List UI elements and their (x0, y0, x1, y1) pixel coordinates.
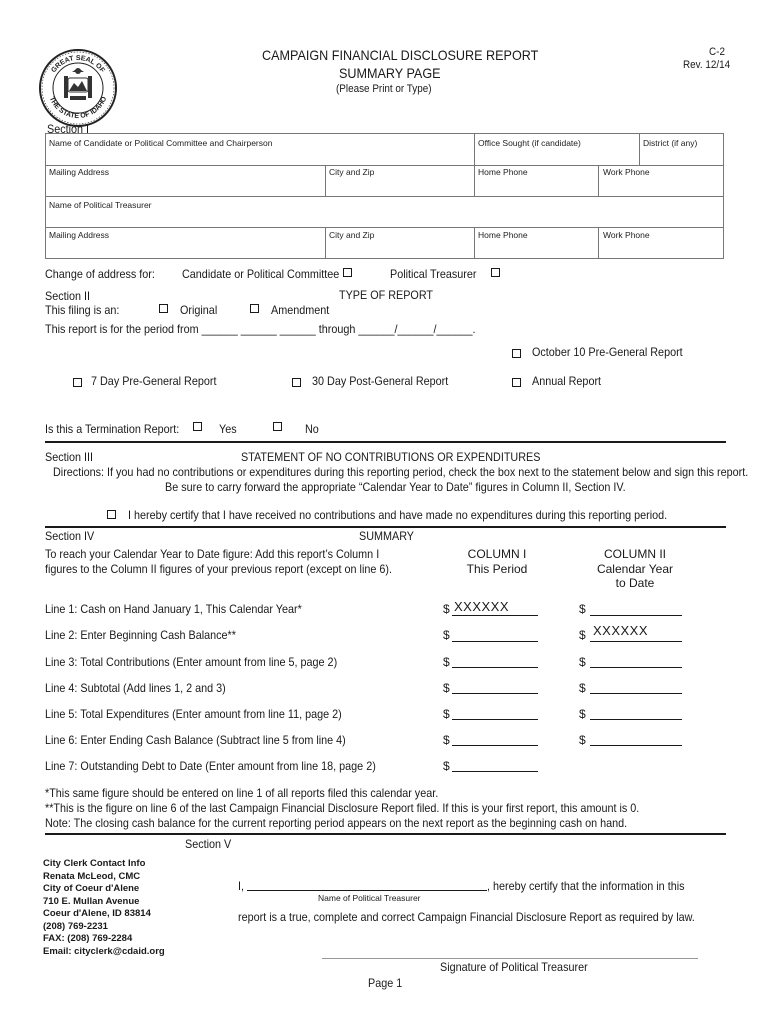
amendment-checkbox[interactable] (250, 304, 259, 313)
line-1-col1-value: XXXXXX (454, 599, 510, 614)
line-7-col1-field[interactable] (452, 771, 538, 772)
annual-report-checkbox[interactable] (512, 378, 521, 387)
home-phone-field[interactable]: Home Phone (478, 167, 528, 177)
30day-postgeneral-label: 30 Day Post-General Report (312, 374, 449, 388)
section-3-carry-forward: Be sure to carry forward the appropriate “Calendar Year to Date” figures in Column II, Section IV. (165, 480, 626, 494)
column-2-subtitle: Calendar Year (596, 562, 674, 576)
line-2-col2-value: XXXXXX (593, 623, 649, 638)
termination-label: Is this a Termination Report: (45, 422, 180, 436)
column-2-subheading (585, 562, 685, 576)
certify-prefix: I, (238, 879, 245, 893)
footnote-closing-balance: Note: The closing cash balance for the current reporting period appears on the next report as the beginning cash on hand. (45, 816, 628, 830)
line-1-col2-field[interactable] (590, 615, 682, 616)
annual-report-label: Annual Report (532, 374, 602, 388)
dollar-sign: $ (443, 602, 450, 616)
summary-line-2-label: Line 2: Enter Beginning Cash Balance** (45, 628, 236, 642)
contact-line: Renata McLeod, CMC (43, 870, 141, 882)
line-5-col2-field[interactable] (590, 719, 682, 720)
footnote-line-2: **This is the figure on line 6 of the last Campaign Financial Disclosure Report filed. If this is your first report, this amount is 0. (45, 801, 640, 815)
form-revision: Rev. 12/14 (683, 59, 731, 71)
termination-no-label: No (305, 422, 319, 436)
amendment-label: Amendment (271, 303, 330, 317)
termination-no-checkbox[interactable] (273, 422, 282, 431)
summary-intro-line2: figures to the Column II figures of your previous report (except on line 6). (45, 562, 392, 576)
dollar-sign: $ (579, 733, 586, 747)
treasurer-name-caption: Name of Political Treasurer (318, 893, 421, 903)
page-subtitle: SUMMARY PAGE (339, 65, 441, 81)
certify-line-2: report is a true, complete and correct Campaign Financial Disclosure Report as required by law. (238, 910, 695, 924)
type-of-report-heading: TYPE OF REPORT (339, 288, 434, 302)
treasurer-home-phone-field[interactable]: Home Phone (478, 230, 528, 240)
summary-line-3-label: Line 3: Total Contributions (Enter amount from line 5, page 2) (45, 655, 338, 669)
contact-line: (208) 769-2231 (43, 920, 108, 932)
section-2-heading: Section II (45, 289, 91, 303)
form-code: C-2 (709, 46, 725, 58)
no-activity-checkbox[interactable] (107, 510, 116, 519)
contact-line: 710 E. Mullan Avenue (43, 895, 140, 907)
original-label: Original (180, 303, 218, 317)
page-number: Page 1 (368, 976, 403, 990)
change-address-label: Change of address for: (45, 267, 155, 281)
column-1-title: COLUMN I (467, 547, 527, 561)
certify-suffix: , hereby certify that the information in this (487, 879, 685, 893)
contact-email[interactable]: Email: cityclerk@cdaid.org (43, 945, 165, 957)
treasurer-name-field[interactable]: Name of Political Treasurer (49, 200, 152, 210)
print-instruction: (Please Print or Type) (336, 83, 432, 95)
dollar-sign: $ (443, 707, 450, 721)
change-candidate-checkbox[interactable] (343, 268, 352, 277)
contact-line: Coeur d'Alene, ID 83814 (43, 908, 151, 919)
treasurer-city-zip-field[interactable]: City and Zip (329, 230, 375, 240)
column-1-subtitle: This Period (466, 562, 528, 576)
dollar-sign: $ (579, 602, 586, 616)
line-4-col1-field[interactable] (452, 693, 538, 694)
divider (45, 526, 726, 528)
7day-pregeneral-label: 7 Day Pre-General Report (91, 374, 217, 388)
summary-line-7-label: Line 7: Outstanding Debt to Date (Enter amount from line 18, page 2) (45, 759, 376, 773)
dollar-sign: $ (443, 759, 450, 773)
treasurer-mailing-address-field[interactable]: Mailing Address (49, 230, 110, 240)
filing-type-label: This filing is an: (45, 303, 120, 317)
state-seal (38, 48, 118, 128)
signature-caption: Signature of Political Treasurer (440, 960, 588, 974)
column-2-title: COLUMN II (603, 547, 666, 561)
dollar-sign: $ (443, 655, 450, 669)
line-3-col1-field[interactable] (452, 667, 538, 668)
line-6-col1-field[interactable] (452, 745, 538, 746)
seal-bottom-text: THE STATE OF IDAHO (47, 95, 109, 121)
no-contributions-title: STATEMENT OF NO CONTRIBUTIONS OR EXPENDITURES (241, 450, 541, 464)
termination-yes-checkbox[interactable] (193, 422, 202, 431)
summary-line-1-label: Line 1: Cash on Hand January 1, This Calendar Year* (45, 602, 302, 616)
line-2-col1-field[interactable] (452, 641, 538, 642)
mailing-address-field[interactable]: Mailing Address (49, 167, 110, 177)
city-zip-field[interactable]: City and Zip (329, 167, 375, 177)
summary-line-5-label: Line 5: Total Expenditures (Enter amount from line 11, page 2) (45, 707, 342, 721)
change-candidate-label: Candidate or Political Committee (182, 267, 340, 281)
section-4-heading: Section IV (45, 529, 95, 543)
dollar-sign: $ (443, 681, 450, 695)
column-2-heading (585, 547, 685, 561)
termination-yes-label: Yes (219, 422, 237, 436)
district-field[interactable]: District (if any) (643, 138, 698, 148)
report-period-field[interactable]: This report is for the period from ______ ______ ______ through ______/______/______. (45, 322, 476, 336)
oct10-pregeneral-checkbox[interactable] (512, 349, 521, 358)
section-5-heading: Section V (185, 837, 232, 851)
line-1-col1-field[interactable] (452, 615, 538, 616)
summary-intro-line1: To reach your Calendar Year to Date figure: Add this report’s Column I (45, 547, 380, 561)
section-1-heading: Section I (47, 122, 90, 136)
column-1-heading (462, 547, 532, 561)
line-2-col2-field[interactable] (590, 641, 682, 642)
city-clerk-contact-block (43, 858, 165, 958)
summary-line-4-label: Line 4: Subtotal (Add lines 1, 2 and 3) (45, 681, 226, 695)
section-3-directions: Directions: If you had no contributions or expenditures during this reporting period, check the box next to the statement below and sign this report. (53, 465, 749, 479)
column-2-subtitle-2: to Date (615, 576, 655, 590)
dollar-sign: $ (579, 628, 586, 642)
footnote-line-1: *This same figure should be entered on line 1 of all reports filed this calendar year. (45, 786, 439, 800)
30day-postgeneral-checkbox[interactable] (292, 378, 301, 387)
line-5-col1-field[interactable] (452, 719, 538, 720)
contact-line: City Clerk Contact Info (43, 858, 146, 869)
column-1-subheading (462, 562, 532, 576)
dollar-sign: $ (443, 628, 450, 642)
line-3-col2-field[interactable] (590, 667, 682, 668)
office-sought-field[interactable]: Office Sought (if candidate) (478, 138, 581, 148)
oct10-pregeneral-label: October 10 Pre-General Report (532, 345, 683, 359)
signature-line[interactable] (322, 958, 698, 959)
divider (45, 441, 726, 443)
page-title: CAMPAIGN FINANCIAL DISCLOSURE REPORT (262, 47, 539, 63)
name-candidate-field[interactable]: Name of Candidate or Political Committee and Chairperson (49, 138, 273, 148)
treasurer-name-input[interactable] (247, 890, 487, 891)
summary-title: SUMMARY (359, 529, 415, 543)
change-treasurer-label: Political Treasurer (390, 267, 477, 281)
dollar-sign: $ (579, 707, 586, 721)
divider (45, 833, 726, 835)
section-3-heading: Section III (45, 450, 94, 464)
line-6-col2-field[interactable] (590, 745, 682, 746)
7day-pregeneral-checkbox[interactable] (73, 378, 82, 387)
contact-line: City of Coeur d'Alene (43, 883, 140, 894)
dollar-sign: $ (579, 681, 586, 695)
dollar-sign: $ (579, 655, 586, 669)
original-checkbox[interactable] (159, 304, 168, 313)
dollar-sign: $ (443, 733, 450, 747)
column-2-subheading-2 (585, 576, 685, 590)
no-activity-certify-label: I hereby certify that I have received no contributions and have made no expenditures during this reporting period. (128, 508, 668, 522)
contact-line: FAX: (208) 769-2284 (43, 933, 133, 944)
work-phone-field[interactable]: Work Phone (603, 167, 650, 177)
treasurer-work-phone-field[interactable]: Work Phone (603, 230, 650, 240)
seal-top-text: GREAT SEAL OF (50, 54, 106, 75)
summary-line-6-label: Line 6: Enter Ending Cash Balance (Subtract line 5 from line 4) (45, 733, 346, 747)
line-4-col2-field[interactable] (590, 693, 682, 694)
change-treasurer-checkbox[interactable] (491, 268, 500, 277)
